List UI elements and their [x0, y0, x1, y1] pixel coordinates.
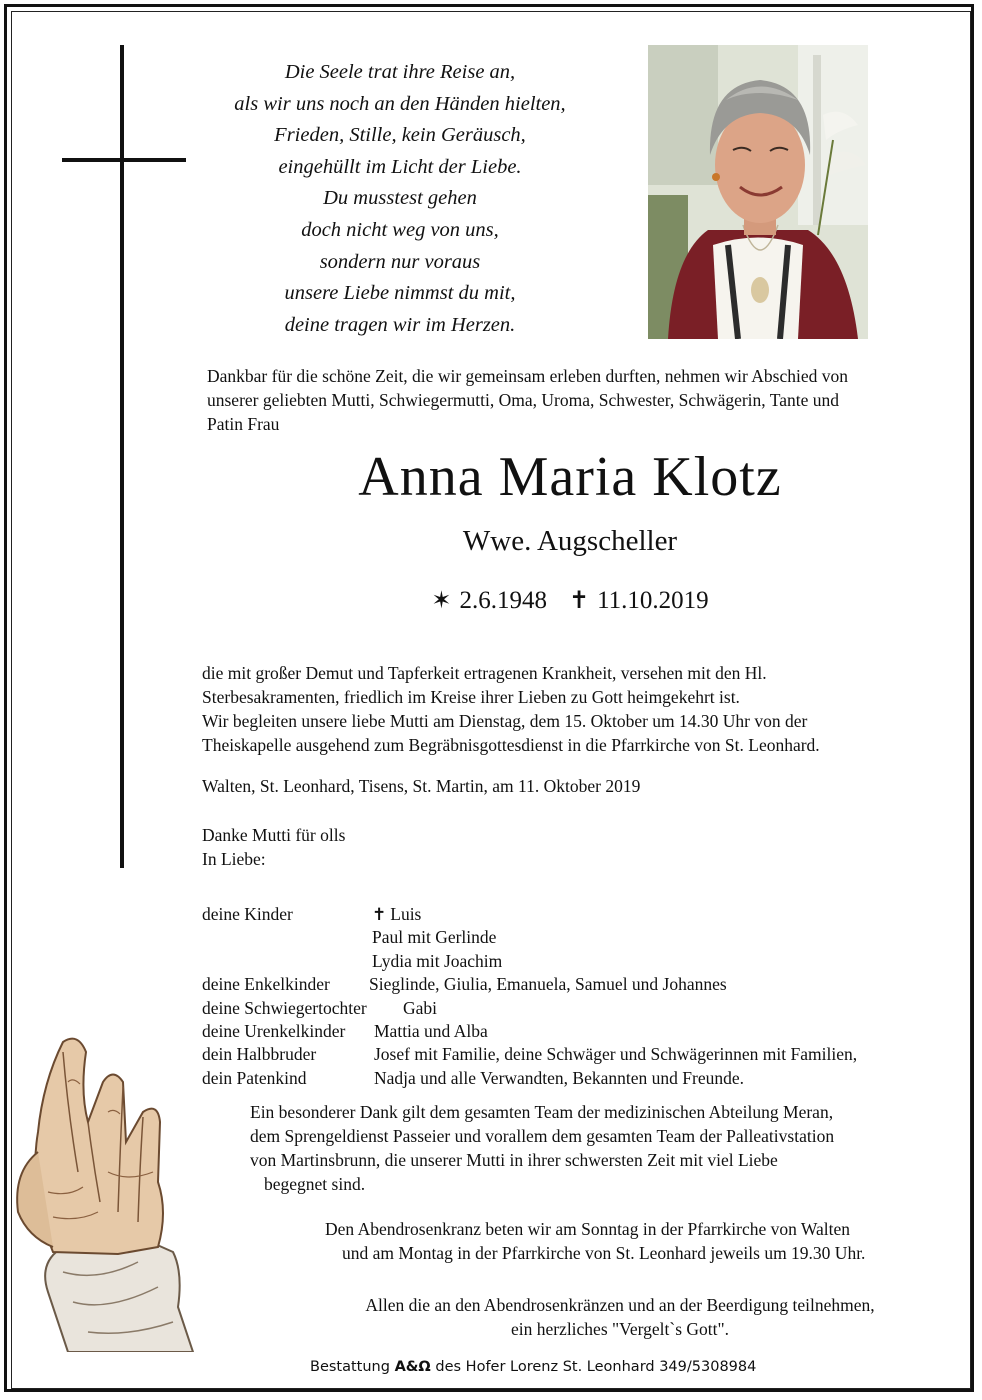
- thanks-line: In Liebe:: [202, 849, 266, 869]
- poem-line: als wir uns noch an den Händen hielten,: [234, 92, 566, 115]
- family-names: Sieglinde, Giulia, Emanuela, Samuel und Johannes: [369, 974, 727, 995]
- body-line: Theiskapelle ausgehend zum Begräbnisgottesdienst in die Pfarrkirche von St. Leonhard.: [202, 735, 820, 755]
- body-line: Wir begleiten unsere liebe Mutti am Dienstag, dem 15. Oktober um 14.30 Uhr von der: [202, 711, 808, 731]
- intro-line: unserer geliebten Mutti, Schwiegermutti, Oma, Uroma, Schwester, Schwägerin, Tante und: [207, 390, 839, 410]
- gratitude-line: Ein besonderer Dank gilt dem gesamten Team der medizinischen Abteilung Meran,: [250, 1102, 834, 1122]
- rosary-line: und am Montag in der Pfarrkirche von St. Leonhard jeweils um 19.30 Uhr.: [342, 1243, 866, 1263]
- funeral-home-footer: [310, 1359, 756, 1375]
- birth-date: 2.6.1948: [459, 587, 547, 614]
- poem-line: unsere Liebe nimmst du mit,: [284, 282, 516, 305]
- closing-line: Allen die an den Abendrosenkränzen und an der Beerdigung teilnehmen,: [365, 1295, 875, 1315]
- closing-text: [320, 1293, 920, 1341]
- family-names: Lydia mit Joachim: [372, 950, 503, 971]
- family-relation: dein Patenkind: [202, 1067, 307, 1088]
- thanks-line: Danke Mutti für olls: [202, 825, 346, 845]
- body-text: [202, 661, 952, 757]
- birth-star-icon: ✶: [431, 588, 452, 614]
- widow-name: Wwe. Augscheller: [462, 525, 678, 557]
- portrait-photo: [648, 45, 868, 339]
- family-names: Gabi: [403, 997, 438, 1018]
- place-date: Walten, St. Leonhard, Tisens, St. Martin, am 11. Oktober 2019: [202, 776, 641, 796]
- deceased-name: Anna Maria Klotz: [358, 446, 782, 508]
- cross-icon-vertical: [120, 45, 124, 868]
- rosary-text: [320, 1217, 865, 1265]
- intro-line: Patin Frau: [207, 414, 280, 434]
- poem-line: sondern nur voraus: [319, 250, 481, 273]
- rosary-line: Den Abendrosenkranz beten wir am Sonntag in der Pfarrkirche von Walten: [325, 1219, 851, 1239]
- body-line: Sterbesakramenten, friedlich im Kreise ihrer Lieben zu Gott heimgekehrt ist.: [202, 687, 740, 707]
- gratitude-line: dem Sprengeldienst Passeier und vorallem dem gesamten Team der Palleativstation: [250, 1126, 835, 1146]
- gratitude-line: von Martinsbrunn, die unserer Mutti in ihrer schwersten Zeit mit viel Liebe: [250, 1150, 778, 1170]
- family-relation: deine Urenkelkinder: [202, 1020, 346, 1041]
- family-names: Luis: [390, 904, 422, 924]
- poem-line: Die Seele trat ihre Reise an,: [284, 61, 516, 83]
- poem-line: Du musstest gehen: [323, 187, 477, 210]
- poem-line: deine tragen wir im Herzen.: [284, 313, 516, 336]
- praying-hands-icon: [8, 1022, 243, 1352]
- family-names: Mattia und Alba: [374, 1020, 488, 1041]
- deceased-cross-icon: ✝: [372, 905, 387, 924]
- poem: [190, 57, 610, 341]
- poem-line: Frieden, Stille, kein Geräusch,: [274, 124, 526, 147]
- footer-suffix: des Hofer Lorenz St. Leonhard 349/5308984: [435, 1359, 757, 1375]
- life-dates: [200, 586, 940, 615]
- intro-text: [207, 364, 952, 436]
- family-names: Paul mit Gerlinde: [372, 927, 497, 948]
- family-names: Nadja und alle Verwandten, Bekannten und Freunde.: [374, 1067, 744, 1088]
- thanks-text: [202, 823, 345, 871]
- death-date: 11.10.2019: [597, 587, 709, 614]
- death-cross-icon: ✝: [568, 588, 590, 614]
- gratitude-line: begegnet sind.: [264, 1174, 366, 1194]
- poem-line: doch nicht weg von uns,: [301, 218, 499, 241]
- family-relation: deine Kinder: [202, 904, 293, 924]
- footer-prefix: Bestattung: [310, 1359, 390, 1375]
- closing-line: ein herzliches "Vergelt`s Gott".: [510, 1319, 730, 1339]
- gratitude-text: [250, 1100, 834, 1196]
- poem-line: eingehüllt im Licht der Liebe.: [278, 155, 522, 178]
- cross-icon-horizontal: [62, 158, 186, 162]
- funeral-home-logo: A&Ω: [394, 1359, 431, 1375]
- family-relation: deine Schwiegertochter: [202, 997, 367, 1018]
- intro-line: Dankbar für die schöne Zeit, die wir gemeinsam erleben durften, nehmen wir Abschied von: [207, 366, 848, 386]
- family-relation: deine Enkelkinder: [202, 974, 330, 995]
- family-names: Josef mit Familie, deine Schwäger und Schwägerinnen mit Familien,: [374, 1044, 858, 1065]
- body-line: die mit großer Demut und Tapferkeit ertragenen Krankheit, versehen mit den Hl.: [202, 663, 767, 683]
- family-relation: dein Halbbruder: [202, 1044, 317, 1065]
